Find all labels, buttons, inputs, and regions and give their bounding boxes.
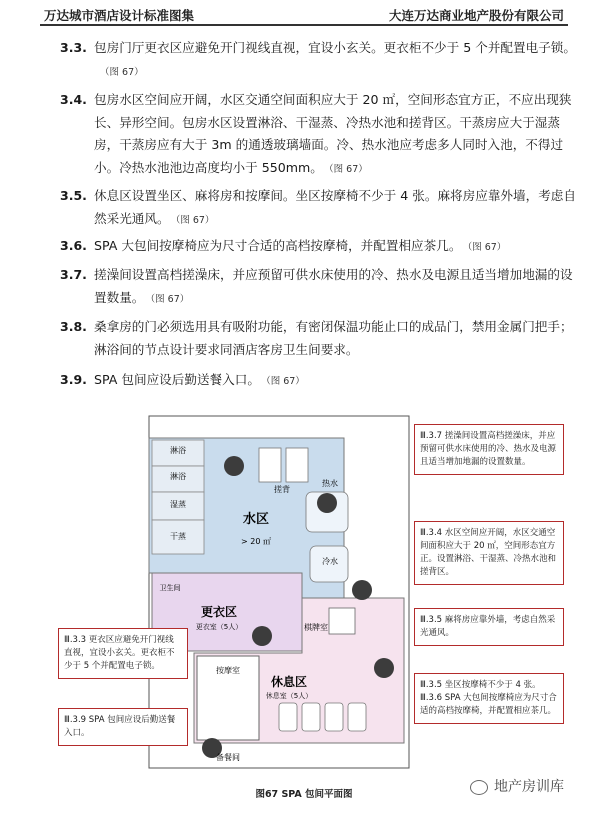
label-scrub: 搓背	[274, 485, 290, 494]
figure-caption: 图67 SPA 包间平面图	[255, 789, 353, 800]
note-3-5a-text: Ⅲ.3.5 麻将房应靠外墙，考虑自然采光通风。	[420, 615, 556, 638]
watermark	[470, 776, 564, 796]
note-3-3-text: Ⅲ.3.3 更衣区应避免开门视线直视，宜设小玄关。更衣柜不少于 5 个并配置电子锁。	[64, 635, 175, 671]
marker-dot-3-4	[317, 493, 337, 513]
massage-chair-3	[325, 703, 343, 731]
massage-chair-2	[302, 703, 320, 731]
item-3-3	[60, 37, 580, 84]
item-3-4	[60, 89, 580, 181]
item-number: 3.3.	[60, 40, 87, 55]
item-text: SPA 大包间按摩椅应为尺寸合适的高档按摩椅，并配置相应茶几。	[94, 238, 462, 253]
header-title-left: 万达城市酒店设计标准图集	[44, 8, 195, 23]
figure-ref: （图 67）	[175, 214, 215, 226]
figure-ref: （图 67）	[328, 163, 368, 175]
note-3-7-text: Ⅲ.3.7 搓澡间设置高档搓澡床，并应预留可供水床使用的冷、热水及电源且适当增加地漏的设置数量。	[420, 431, 557, 467]
item-number: 3.7.	[60, 267, 87, 282]
item-text: 包房门厅更衣区应避免开门视线直视，宜设小玄关。更衣柜不少于 5 个并配置电子锁。	[94, 40, 576, 55]
note-3-9	[58, 708, 188, 746]
item-text: 休息区设置坐区、麻将房和按摩间。坐区按摩椅不少于 4 张。麻将房应靠外墙，考虑自然采光通风。	[94, 188, 576, 226]
massage-chair-1	[279, 703, 297, 731]
item-number: 3.6.	[60, 238, 87, 253]
note-3-4	[414, 521, 564, 585]
note-3-4-text: Ⅲ.3.4 水区空间应开阔，水区交通空间面积应大于 20 ㎡，空间形态宜方正。设置淋浴、干湿蒸、冷热水池和搓背区。	[420, 528, 557, 577]
scrub-bed-1	[259, 448, 281, 482]
mahjong-table	[329, 608, 355, 634]
item-text: SPA 包间应设后勤送餐入口。	[94, 372, 260, 387]
label-locker-zone: 更衣区	[200, 605, 238, 619]
page-header	[0, 0, 608, 28]
note-3-7	[414, 424, 564, 475]
marker-dot-3-7	[224, 456, 244, 476]
note-3-5b-text: Ⅲ.3.5 坐区按摩椅不少于 4 张。Ⅲ.3.6 SPA 大包间按摩椅应为尺寸合适的高档按摩椅，并配置相应茶几。	[420, 680, 557, 716]
note-3-5a	[414, 608, 564, 646]
figure-ref: （图 67）	[467, 242, 507, 253]
note-3-9-text: Ⅲ.3.9 SPA 包间应设后勤送餐入口。	[64, 715, 176, 738]
item-number: 3.5.	[60, 188, 87, 203]
label-mahjong: 棋牌室	[304, 623, 328, 632]
label-steam: 湿蒸	[170, 500, 186, 509]
figure-ref: （图 67）	[100, 66, 144, 78]
watermark-text: 地产房训库	[494, 779, 564, 795]
label-washroom: 卫生间	[159, 584, 181, 592]
item-3-9	[60, 369, 580, 394]
label-hot-pool: 热水	[322, 479, 338, 488]
label-sauna: 干蒸	[170, 532, 186, 541]
scrub-bed-2	[286, 448, 308, 482]
header-rule	[40, 24, 568, 26]
label-shower-2: 淋浴	[170, 472, 186, 481]
wechat-icon	[470, 780, 488, 795]
item-number: 3.4.	[60, 92, 87, 107]
label-pantry: 备餐间	[216, 753, 240, 762]
item-number: 3.8.	[60, 319, 87, 334]
spa-floor-plan	[44, 398, 564, 798]
marker-dot-3-5b	[374, 658, 394, 678]
figure-ref: （图 67）	[150, 293, 190, 305]
item-3-6	[60, 235, 580, 260]
item-text: 包房水区空间应开阔，水区交通空间面积应大于 20 ㎡，空间形态宜方正，不应出现狭长、异形空间。包房水区设置淋浴、干湿蒸、冷热水池和搓背区。干蒸房应大于湿蒸房，干蒸房应有大于 3m 的通透玻璃墙面。冷、热水池应考虑多人同时入池，不得过小。冷热水池池边高度均小于 550mm。	[94, 92, 572, 175]
label-cold-pool: 冷水	[322, 557, 338, 566]
item-3-7	[60, 264, 580, 311]
label-locker-room: 更衣室（5人）	[195, 623, 243, 631]
label-water-zone: 水区	[242, 512, 270, 527]
note-3-5b	[414, 673, 564, 724]
label-water-area: > 20 ㎡	[241, 537, 271, 546]
note-3-3	[58, 628, 188, 679]
item-text: 桑拿房的门必须选用具有吸附功能，有密闭保温功能止口的成品门，禁用金属门把手；淋浴间的节点设计要求同酒店客房卫生间要求。	[94, 319, 573, 357]
label-rest-room: 休息室（5人）	[265, 692, 313, 700]
header-title-right: 大连万达商业地产股份有限公司	[388, 8, 564, 23]
label-rest-zone: 休息区	[270, 675, 308, 689]
item-text: 搓澡间设置高档搓澡床，并应预留可供水床使用的冷、热水及电源且适当增加地漏的设置数量。	[94, 267, 573, 305]
label-massage-room: 按摩室	[216, 666, 240, 675]
marker-dot-3-3	[252, 626, 272, 646]
massage-chair-4	[348, 703, 366, 731]
item-number: 3.9.	[60, 372, 87, 387]
marker-dot-3-5a	[352, 580, 372, 600]
item-3-5	[60, 185, 580, 232]
label-shower-1: 淋浴	[170, 446, 186, 455]
item-3-8	[60, 316, 580, 363]
figure-ref: （图 67）	[265, 376, 305, 387]
